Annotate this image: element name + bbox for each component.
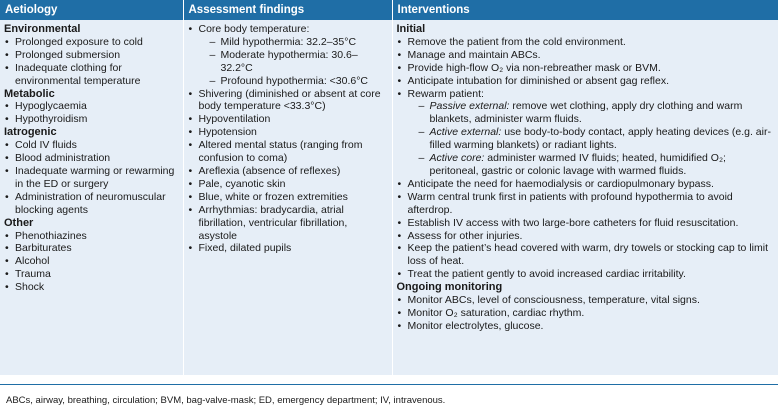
list-item: – Mild hypothermia: 32.2–35°C bbox=[199, 36, 388, 49]
list-item: • Fixed, dilated pupils bbox=[188, 242, 388, 255]
header-aetiology: Aetiology bbox=[0, 0, 183, 20]
list-item: • Blue, white or frozen extremities bbox=[188, 191, 388, 204]
list-item: • Monitor ABCs, level of consciousness, temperature, vital signs. bbox=[397, 294, 775, 307]
list-item bbox=[408, 126, 775, 152]
rewarm-label: Rewarm patient: bbox=[407, 87, 484, 100]
list-item: • Warm central trunk first in patients with profound hypothermia to avoid afterdrop. bbox=[397, 191, 775, 217]
list-item: • Cold IV fluids bbox=[4, 139, 179, 152]
assessment-cell bbox=[183, 20, 392, 375]
list-item: • Shivering (diminished or absent at core body temperature <33.3°C) bbox=[188, 88, 388, 114]
initial-list bbox=[397, 36, 775, 281]
initial-heading: Initial bbox=[396, 23, 426, 35]
assessment-list bbox=[188, 23, 388, 255]
list-item: – Profound hypothermia: <30.6°C bbox=[199, 75, 388, 88]
list-item: • Altered mental status (ranging from confusion to coma) bbox=[188, 139, 388, 165]
rewarm-method-text: remove wet clothing, apply dry clothing and warm blankets, administer warm fluids. bbox=[429, 100, 743, 126]
table-header-row bbox=[0, 0, 778, 20]
list-item: • Alcohol bbox=[4, 255, 179, 268]
list-item: • Arrhythmias: bradycardia, atrial fibrillation, ventricular fibrillation, asystole bbox=[188, 204, 388, 243]
list-item: • Hypoventilation bbox=[188, 113, 388, 126]
list-item: • Administration of neuromuscular blocking agents bbox=[4, 191, 179, 217]
list-item: • Monitor O₂ saturation, cardiac rhythm. bbox=[397, 307, 775, 320]
list-item: • Anticipate the need for haemodialysis or cardiopulmonary bypass. bbox=[397, 178, 775, 191]
aetiology-section-heading: Environmental bbox=[4, 23, 81, 35]
list-item: • Inadequate clothing for environmental temperature bbox=[4, 62, 179, 88]
list-item: • Areflexia (absence of reflexes) bbox=[188, 165, 388, 178]
table-footnote: ABCs, airway, breathing, circulation; BVM, bag-valve-mask; ED, emergency department; IV, intravenous. bbox=[0, 384, 778, 411]
rewarm-method-text: use body-to-body contact, apply heating devices (e.g. air-filled warming blankets) or radiant lights. bbox=[429, 126, 771, 152]
list-item: • Pale, cyanotic skin bbox=[188, 178, 388, 191]
list-item: • Provide high-flow O₂ via non-rebreather mask or BVM. bbox=[397, 62, 775, 75]
list-item: • Barbiturates bbox=[4, 242, 179, 255]
list-item bbox=[408, 152, 775, 178]
list-item: • Assess for other injuries. bbox=[397, 230, 775, 243]
list-item: • Prolonged exposure to cold bbox=[4, 36, 179, 49]
list-item: • Keep the patient’s head covered with warm, dry towels or stocking cap to limit loss of heat. bbox=[397, 242, 775, 268]
list-item: • Hypoglycaemia bbox=[4, 100, 179, 113]
list-item bbox=[188, 23, 388, 88]
list-item: • Inadequate warming or rewarming in the ED or surgery bbox=[4, 165, 179, 191]
aetiology-list bbox=[4, 100, 179, 126]
monitoring-list bbox=[397, 294, 775, 333]
list-item: • Shock bbox=[4, 281, 179, 294]
list-item: • Hypotension bbox=[188, 126, 388, 139]
temp-sublist bbox=[199, 36, 388, 88]
aetiology-list bbox=[4, 139, 179, 216]
rewarm-method-label: Active external: bbox=[429, 126, 502, 139]
header-interventions: Interventions bbox=[392, 0, 778, 20]
list-item: • Hypothyroidism bbox=[4, 113, 179, 126]
list-item bbox=[397, 88, 775, 178]
list-item: • Remove the patient from the cold environment. bbox=[397, 36, 775, 49]
list-item: – Moderate hypothermia: 30.6–32.2°C bbox=[199, 49, 388, 75]
list-item: • Manage and maintain ABCs. bbox=[397, 49, 775, 62]
aetiology-list bbox=[4, 36, 179, 88]
list-item bbox=[408, 100, 775, 126]
list-item: • Treat the patient gently to avoid increased cardiac irritability. bbox=[397, 268, 775, 281]
aetiology-list bbox=[4, 230, 179, 295]
monitoring-heading: Ongoing monitoring bbox=[396, 281, 503, 294]
aetiology-section-heading: Other bbox=[4, 216, 34, 229]
list-item: • Phenothiazines bbox=[4, 230, 179, 243]
list-item: • Trauma bbox=[4, 268, 179, 281]
list-item: • Establish IV access with two large-bore catheters for fluid resuscitation. bbox=[397, 217, 775, 230]
rewarm-method-text: administer warmed IV fluids; heated, humidified O₂; peritoneal, gastric or colonic lavage with warmed fluids. bbox=[429, 152, 726, 177]
temp-label: Core body temperature: bbox=[198, 23, 310, 35]
list-item: • Prolonged submersion bbox=[4, 49, 179, 62]
interventions-cell bbox=[392, 20, 778, 375]
aetiology-section-heading: Iatrogenic bbox=[4, 126, 57, 139]
list-item: • Monitor electrolytes, glucose. bbox=[397, 320, 775, 333]
aetiology-section-heading: Metabolic bbox=[4, 87, 55, 100]
header-assessment: Assessment findings bbox=[183, 0, 392, 20]
list-item: • Anticipate intubation for diminished or absent gag reflex. bbox=[397, 75, 775, 88]
rewarm-sublist bbox=[408, 100, 775, 177]
list-item: • Blood administration bbox=[4, 152, 179, 165]
rewarm-method-label: Passive external: bbox=[429, 100, 510, 113]
table-body-row bbox=[0, 20, 778, 375]
aetiology-cell bbox=[0, 20, 183, 375]
rewarm-method-label: Active core: bbox=[429, 152, 485, 165]
